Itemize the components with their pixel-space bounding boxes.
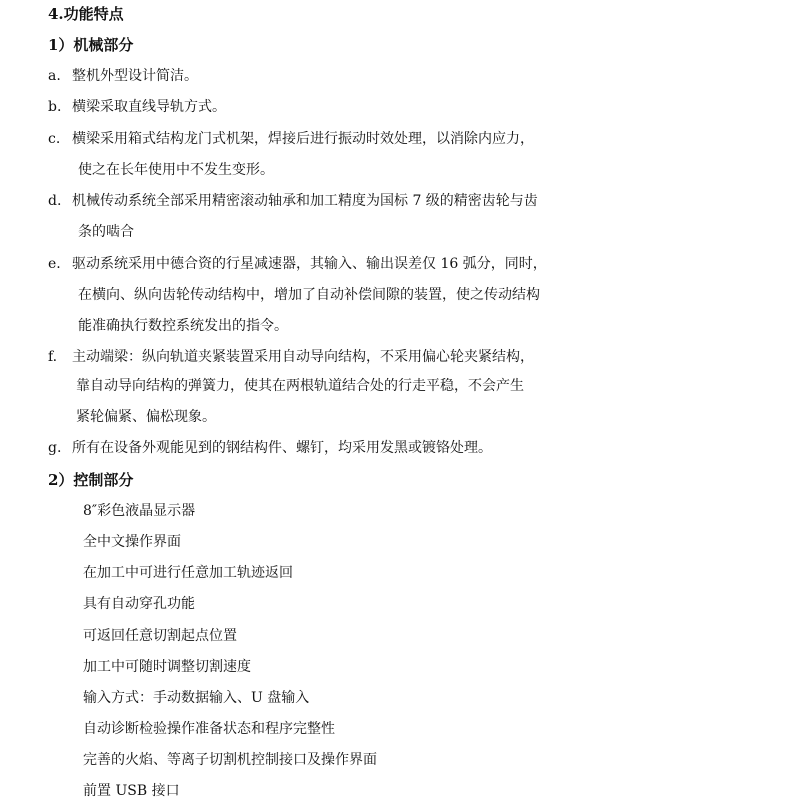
control-item: 全中文操作界面 (83, 534, 181, 550)
control-item: 输入方式：手动数据输入、U 盘输入 (83, 690, 310, 706)
control-item: 在加工中可进行任意加工轨迹返回 (83, 565, 293, 581)
item-continuation-line: 靠自动导向结构的弹簧力，使其在两根轨道结合处的行走平稳，不会产生 (76, 378, 524, 394)
item-marker: e. (48, 256, 61, 272)
control-item: 加工中可随时调整切割速度 (83, 659, 251, 675)
item-text: 主动端梁：纵向轨道夹紧装置采用自动导向结构，不采用偏心轮夹紧结构， (72, 349, 534, 365)
control-item: 具有自动穿孔功能 (83, 596, 195, 612)
item-text: 驱动系统采用中德合资的行星减速器，其输入、输出误差仅 16 弧分，同时， (72, 256, 547, 272)
control-item: 8″彩色液晶显示器 (83, 503, 196, 519)
mechanical-heading: 1）机械部分 (48, 36, 134, 54)
item-marker: b. (48, 99, 62, 115)
control-item: 完善的火焰、等离子切割机控制接口及操作界面 (83, 752, 377, 768)
item-marker: f. (48, 349, 58, 365)
mechanical-item-f (48, 347, 534, 367)
control-item: 前置 USB 接口 (83, 783, 180, 799)
item-continuation-line: 能准确执行数控系统发出的指令。 (78, 318, 288, 334)
item-continuation-line: 在横向、纵向齿轮传动结构中，增加了自动补偿间隙的装置，使之传动结构 (78, 287, 540, 303)
mechanical-item-a (48, 66, 198, 86)
mechanical-item-e (48, 254, 547, 274)
item-text: 整机外型设计简洁。 (72, 68, 198, 84)
item-continuation-line: 紧轮偏紧、偏松现象。 (76, 409, 216, 425)
control-heading: 2）控制部分 (48, 471, 134, 489)
mechanical-item-d (48, 191, 538, 211)
item-text: 机械传动系统全部采用精密滚动轴承和加工精度为国标 7 级的精密齿轮与齿 (72, 193, 538, 209)
item-text: 所有在设备外观能见到的钢结构件、螺钉，均采用发黑或镀铬处理。 (72, 440, 492, 456)
mechanical-item-c (48, 129, 534, 149)
item-text: 横梁采取直线导轨方式。 (72, 99, 226, 115)
item-marker: a. (48, 68, 61, 84)
item-continuation-line: 使之在长年使用中不发生变形。 (78, 162, 274, 178)
item-marker: c. (48, 131, 61, 147)
section-heading: 4.功能特点 (48, 5, 124, 23)
item-marker: g. (48, 440, 62, 456)
item-continuation-line: 条的啮合 (78, 224, 134, 240)
item-marker: d. (48, 193, 62, 209)
mechanical-item-g (48, 438, 492, 458)
item-text: 横梁采用箱式结构龙门式机架，焊接后进行振动时效处理，以消除内应力， (72, 131, 534, 147)
control-item: 自动诊断检验操作准备状态和程序完整性 (83, 721, 335, 737)
control-item: 可返回任意切割起点位置 (83, 628, 237, 644)
mechanical-item-b (48, 97, 226, 117)
